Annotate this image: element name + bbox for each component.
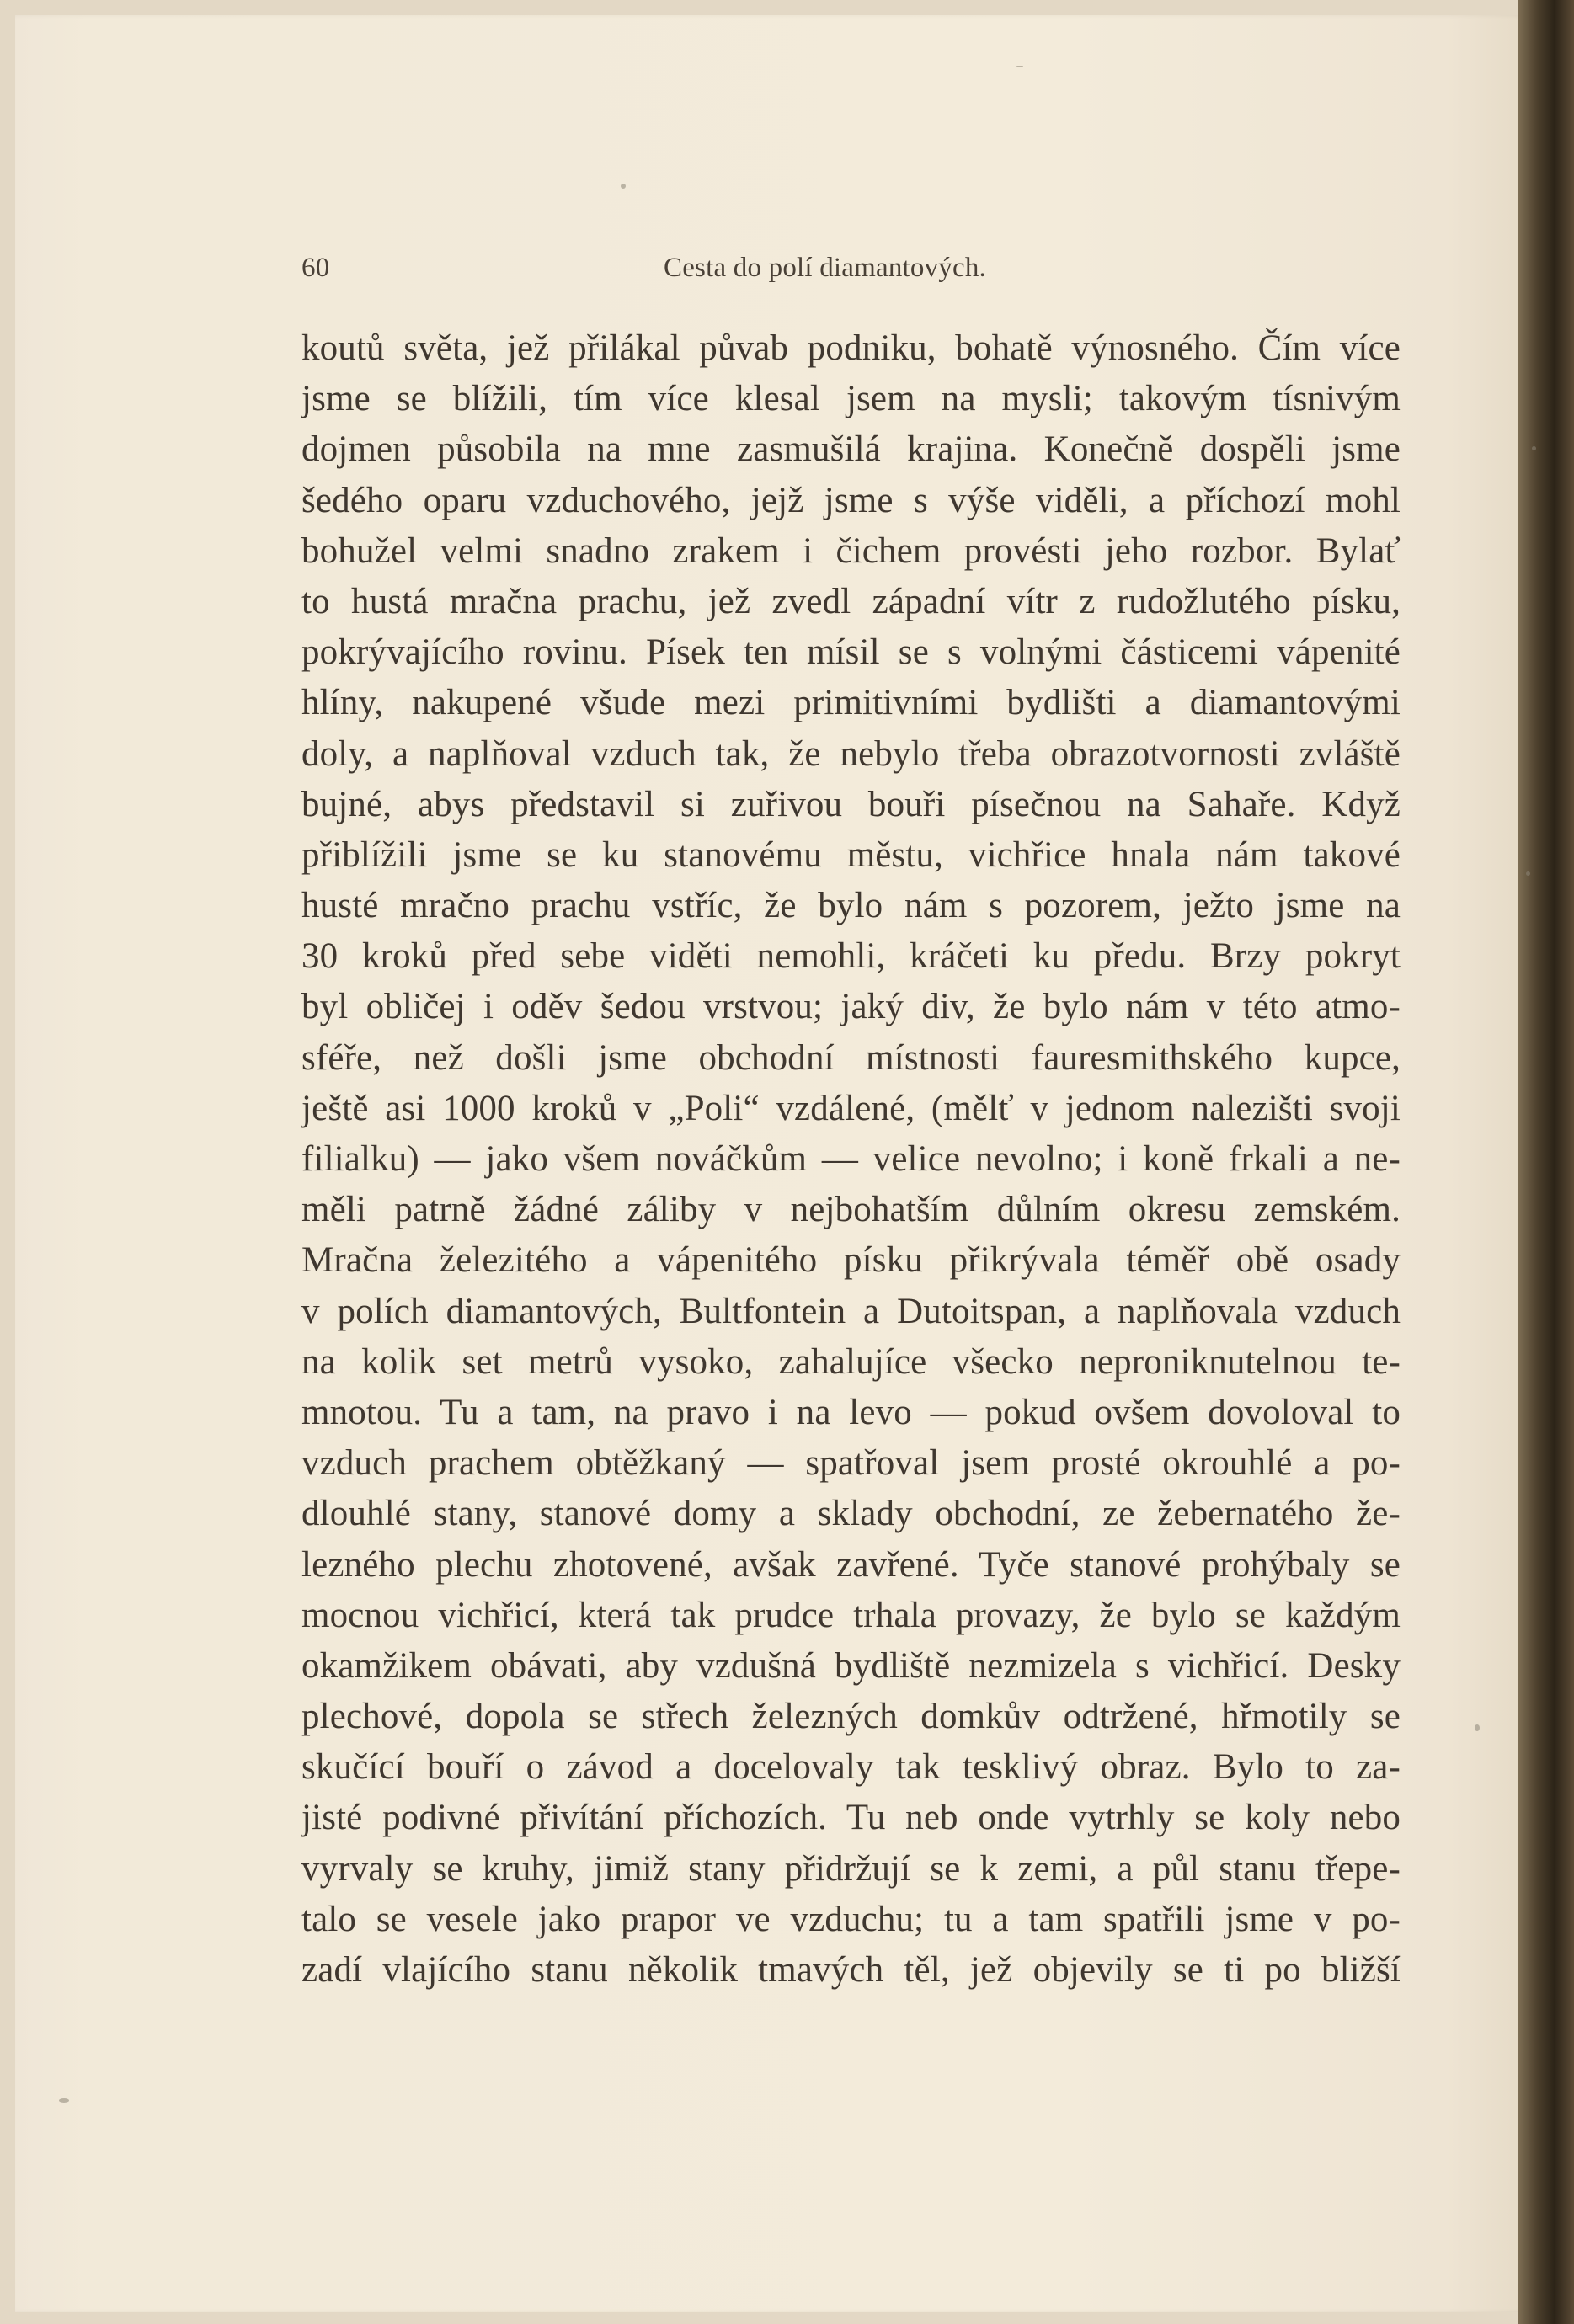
text-line: mocnou vichřicí, která tak prudce trhala provazy, že bylo se každým (301, 1595, 1401, 1635)
text-line: sféře, než došli jsme obchodní místnosti fauresmithského kupce, (301, 1037, 1401, 1078)
text-line: pokrývajícího rovinu. Písek ten mísil se s volnými částicemi vápenité (301, 632, 1401, 673)
text-line: v polích diamantových, Bultfontein a Dutoitspan, a naplňovala vzduch (301, 1291, 1401, 1331)
text-line: jsme se blížili, tím více klesal jsem na mysli; takovým tísnivým (301, 379, 1401, 419)
text-line: hlíny, nakupené všude mezi primitivními bydlišti a diamantovými (301, 683, 1401, 723)
text-line: byl obličej i oděv šedou vrstvou; jaký div, že bylo nám v této atmo- (301, 987, 1401, 1027)
paper-speck (59, 2098, 69, 2103)
text-line: plechové, dopola se střech železných domkův odtržené, hřmotily se (301, 1697, 1401, 1737)
text-line: 30 kroků před sebe viděti nemohli, kráčeti ku předu. Brzy pokryt (301, 936, 1401, 977)
body-text (301, 323, 1401, 1996)
paper-page (15, 15, 1523, 2312)
page-number: 60 (301, 253, 330, 283)
text-line: mnotou. Tu a tam, na pravo i na levo — pokud ovšem dovoloval to (301, 1392, 1401, 1432)
paper-speck (621, 184, 626, 189)
text-line: bujné, abys představil si zuřivou bouři písečnou na Sahaře. Když (301, 784, 1401, 824)
running-head (301, 249, 1043, 286)
text-line: jisté podivné přivítání příchozích. Tu neb onde vytrhly se koly nebo (301, 1798, 1401, 1838)
edge-speck (1526, 872, 1530, 876)
running-title: Cesta do polí diamantových. (664, 253, 986, 283)
text-line: přiblížili jsme se ku stanovému městu, vichřice hnala nám takové (301, 834, 1401, 875)
text-line: bohužel velmi snadno zrakem i čichem provésti jeho rozbor. Bylať (301, 530, 1401, 571)
text-line: lezného plechu zhotovené, avšak zavřené. Tyče stanové prohýbaly se (301, 1544, 1401, 1585)
text-line: dlouhlé stany, stanové domy a sklady obchodní, ze žebernatého že- (301, 1494, 1401, 1534)
text-line: doly, a naplňoval vzduch tak, že nebylo třeba obrazotvornosti zvláště (301, 733, 1401, 774)
book-edge (1518, 0, 1574, 2324)
text-line: okamžikem obávati, aby vzdušná bydliště nezmizela s vichřicí. Desky (301, 1645, 1401, 1686)
text-line: to hustá mračna prachu, jež zvedl západní vítr z rudožlutého písku, (301, 581, 1401, 621)
paper-speck (1016, 66, 1023, 67)
text-line: ještě asi 1000 kroků v „Poli“ vzdálené, (mělť v jednom nalezišti svoji (301, 1088, 1401, 1128)
paper-speck (1475, 1724, 1480, 1731)
text-line: talo se vesele jako prapor ve vzduchu; tu a tam spatřili jsme v po- (301, 1899, 1401, 1939)
text-line: filialku) — jako všem nováčkům — velice nevolno; i koně frkali a ne- (301, 1139, 1401, 1179)
text-line: dojmen působila na mne zasmušilá krajina. Konečně dospěli jsme (301, 429, 1401, 470)
text-line: vzduch prachem obtěžkaný — spatřoval jsem prosté okrouhlé a po- (301, 1443, 1401, 1484)
text-line: Mračna železitého a vápenitého písku přikrývala téměř obě osady (301, 1240, 1401, 1281)
text-line: na kolik set metrů vysoko, zahalujíce všecko neproniknutelnou te- (301, 1341, 1401, 1382)
edge-speck (1532, 446, 1536, 450)
text-line: vyrvaly se kruhy, jimiž stany přidržují se k zemi, a půl stanu třepe- (301, 1848, 1401, 1889)
text-line: zadí vlajícího stanu několik tmavých těl, jež objevily se ti po bližší (301, 1950, 1401, 1990)
text-line: skučící bouří o závod a docelovaly tak tesklivý obraz. Bylo to za- (301, 1747, 1401, 1788)
text-line: šedého oparu vzduchového, jejž jsme s výše viděli, a příchozí mohl (301, 480, 1401, 520)
text-line: koutů světa, jež přilákal půvab podniku, bohatě výnosného. Čím více (301, 328, 1401, 368)
text-line: měli patrně žádné záliby v nejbohatším důlním okresu zemském. (301, 1190, 1401, 1230)
text-line: husté mračno prachu vstříc, že bylo nám s pozorem, ježto jsme na (301, 886, 1401, 926)
